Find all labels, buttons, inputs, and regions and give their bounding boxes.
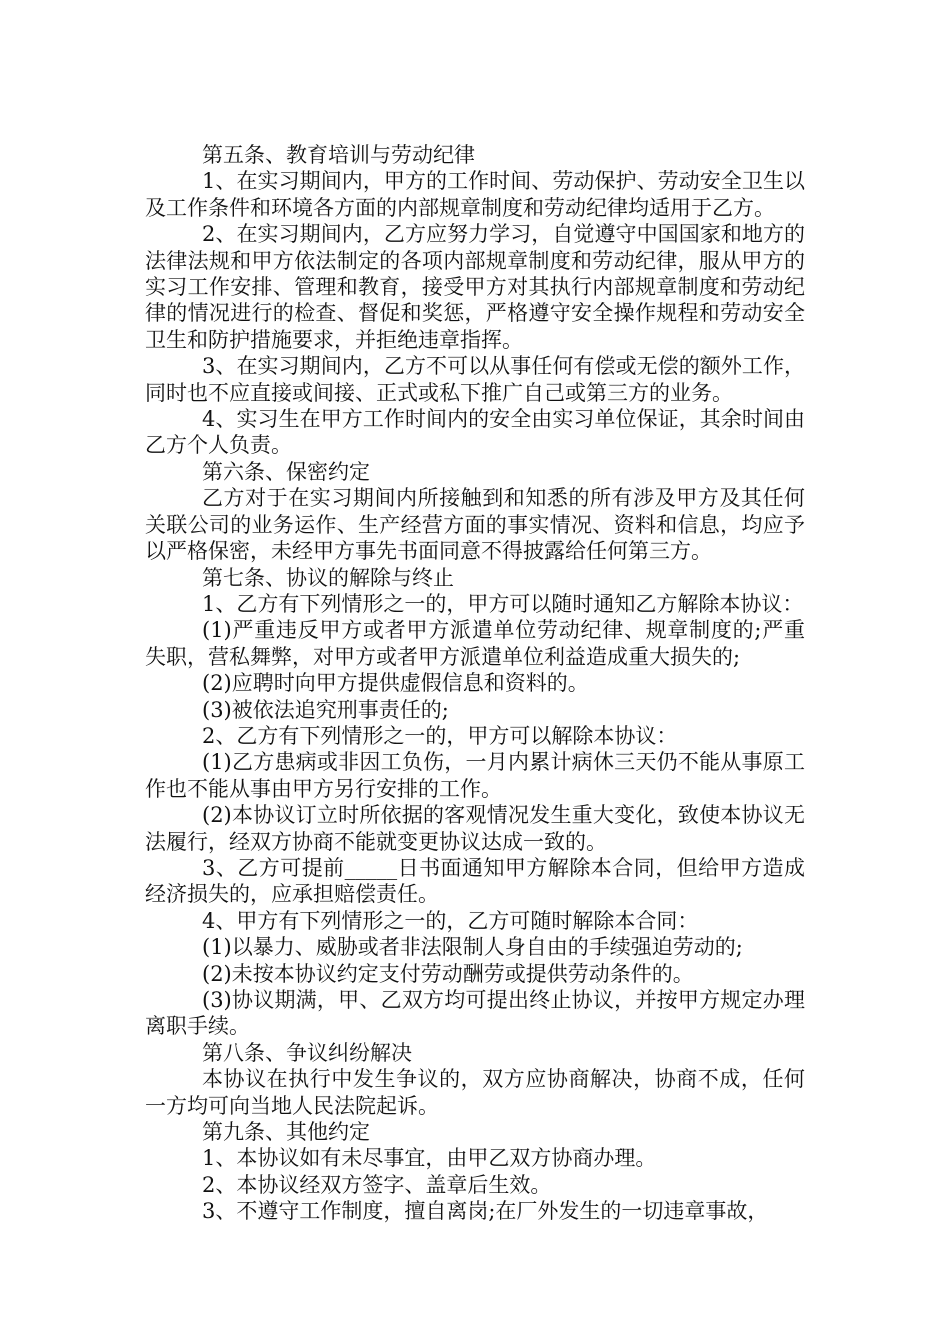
paragraph: 1、本协议如有未尽事宜，由甲乙双方协商办理。: [202, 1146, 657, 1171]
paragraph: 4、甲方有下列情形之一的，乙方可随时解除本合同：: [202, 908, 699, 933]
paragraph: 3、不遵守工作制度，擅自离岗;在厂外发生的一切违章事故，: [202, 1199, 769, 1224]
paragraph: 2、本协议经双方签字、盖章后生效。: [202, 1172, 552, 1197]
paragraph: 2、乙方有下列情形之一的，甲方可以解除本协议：: [202, 723, 678, 748]
list-item: (1)严重违反甲方或者甲方派遣单位劳动纪律、规章制度的;严重失职，营私舞弊，对甲方或者甲方派遣单位利益造成重大损失的;: [145, 618, 805, 669]
section-heading-5: 第五条、教育培训与劳动纪律: [202, 143, 475, 167]
list-item: (2)本协议订立时所依据的客观情况发生重大变化，致使本协议无法履行，经双方协商不能就变更协议达成一致的。: [145, 803, 805, 854]
paragraph: 4、实习生在甲方工作时间内的安全由实习单位保证，其余时间由乙方个人负责。: [145, 407, 805, 458]
list-item: (1)以暴力、威胁或者非法限制人身自由的手续强迫劳动的;: [202, 935, 743, 960]
list-item: (2)未按本协议约定支付劳动酬劳或提供劳动条件的。: [202, 961, 694, 986]
paragraph: 乙方对于在实习期间内所接触到和知悉的所有涉及甲方及其任何关联公司的业务运作、生产经营方面的事实情况、资料和信息，均应予以严格保密，未经甲方事先书面同意不得披露给任何第三方。: [145, 486, 805, 564]
section-heading-9: 第九条、其他约定: [202, 1120, 370, 1145]
section-heading-6: 第六条、保密约定: [202, 459, 370, 484]
section-heading-8: 第八条、争议纠纷解决: [202, 1040, 412, 1065]
paragraph: 3、在实习期间内，乙方不可以从事任何有偿或无偿的额外工作，同时也不应直接或间接、正式或私下推广自己或第三方的业务。: [145, 354, 805, 405]
paragraph: 本协议在执行中发生争议的，双方应协商解决，协商不成，任何一方均可向当地人民法院起诉。: [145, 1067, 805, 1118]
paragraph: 1、在实习期间内，甲方的工作时间、劳动保护、劳动安全卫生以及工作条件和环境各方面的内部规章制度和劳动纪律均适用于乙方。: [145, 169, 805, 220]
paragraph: 3、乙方可提前_____日书面通知甲方解除本合同，但给甲方造成经济损失的，应承担赔偿责任。: [145, 855, 805, 907]
list-item: (1)乙方患病或非因工负伤，一月内累计病休三天仍不能从事原工作也不能从事由甲方另行安排的工作。: [145, 750, 805, 801]
list-item: (3)被依法追究刑事责任的;: [202, 697, 449, 722]
paragraph: 2、在实习期间内，乙方应努力学习，自觉遵守中国国家和地方的法律法规和甲方依法制定的各项内部规章制度和劳动纪律，服从甲方的实习工作安排、管理和教育，接受甲方对其执行内部规章制度和劳动纪律的情况进行的检查、督促和奖惩，严格遵守安全操作规程和劳动安全卫生和防护措施要求，并拒绝违章指挥。: [145, 222, 805, 352]
list-item: (2)应聘时向甲方提供虚假信息和资料的。: [202, 671, 589, 696]
list-item: (3)协议期满，甲、乙双方均可提出终止协议，并按甲方规定办理离职手续。: [145, 988, 805, 1039]
paragraph: 1、乙方有下列情形之一的，甲方可以随时通知乙方解除本协议：: [202, 591, 804, 616]
section-heading-7: 第七条、协议的解除与终止: [202, 565, 454, 590]
document-body: [145, 142, 805, 1225]
